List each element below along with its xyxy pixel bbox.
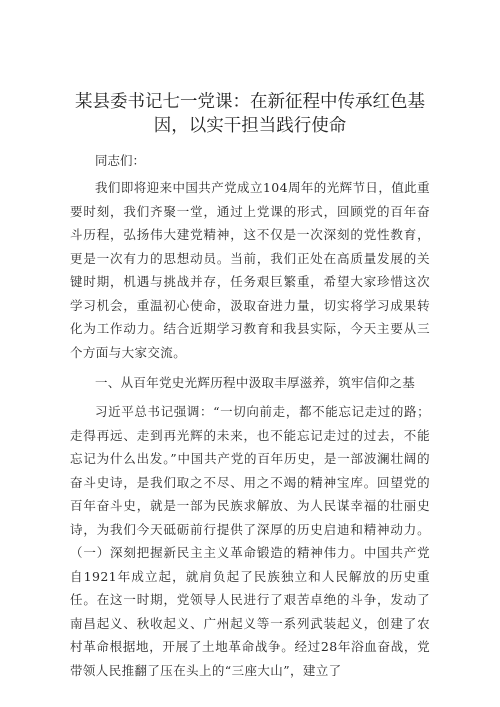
paragraph-intro: 我们即将迎来中国共产党成立104周年的光辉节日，值此重要时刻，我们齐聚一堂，通过上党课的形式，回顾党的百年奋斗历程，弘扬伟大建党精神，这不仅是一次深刻的党性教育，更是一次有力的思想动员。当前，我们正处在高质量发展的关键时期，机遇与挑战并存，任务艰巨繁重，希望大家珍惜这次学习机会，重温初心使命，汲取奋进力量，切实将学习成果转化为工作动力。结合近期学习教育和我县实际，今天主要从三个方面与大家交流。 (70, 180, 430, 360)
section-heading-1: 一、从百年党史光辉历程中汲取丰厚滋养，筑牢信仰之基 (95, 375, 416, 390)
paragraph-section-1: 习近平总书记强调：“一切向前走，都不能忘记走过的路；走得再远、走到再光辉的未来，也不能忘记走过的过去，不能忘记为什么出发。”中国共产党的百年历史，是一部波澜壮阔的奋斗史诗，是我们取之不尽、用之不竭的精神宝库。回望党的百年奋斗史，就是一部为民族求解放、为人民谋幸福的壮丽史诗，为我们今天砥砺前行提供了深厚的历史启迪和精神动力。（一）深刻把握新民主主义革命锻造的精神伟力。中国共产党自1921年成立起，就肩负起了民族独立和人民解放的历史重任。在这一时期，党领导人民进行了艰苦卓绝的斗争，发动了南昌起义、秋收起义、广州起义等一系列武装起义，创建了农村革命根据地，开展了土地革命战争。经过28年浴血奋战，党带领人民推翻了压在头上的“三座大山”，建立了 (70, 404, 430, 678)
salutation: 同志们： (95, 153, 146, 168)
document-title: 某县委书记七一党课：在新征程中传承红色基因，以实干担当践行使命 (75, 92, 425, 136)
